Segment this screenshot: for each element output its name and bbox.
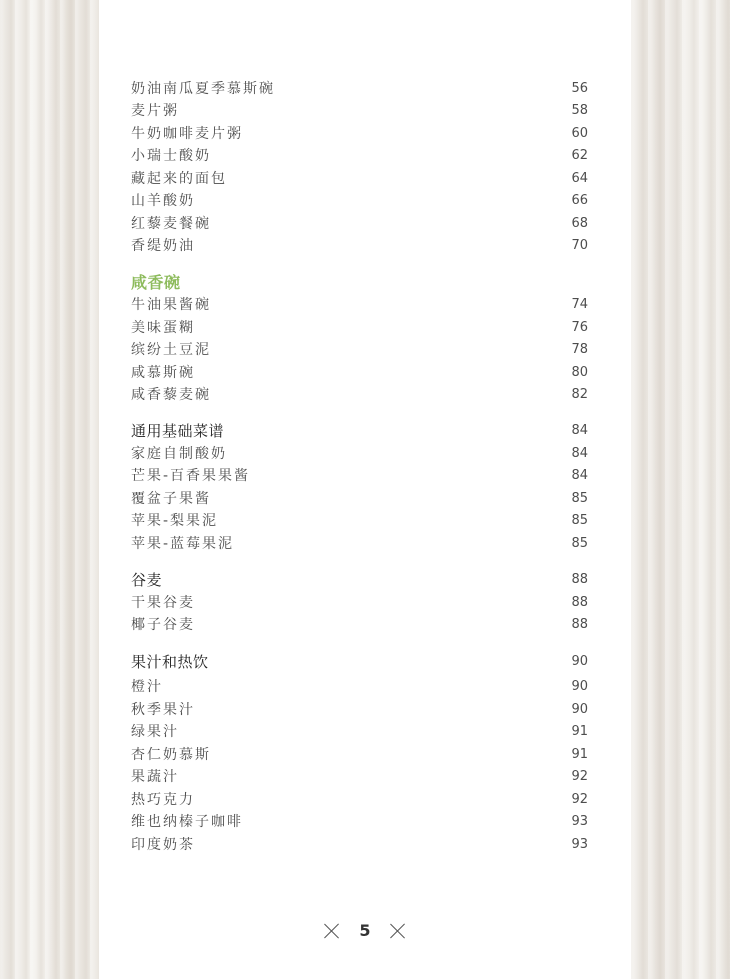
toc-entry-title: 缤纷土豆泥 (131, 342, 211, 358)
toc-entry-page-number: 91 (571, 747, 588, 762)
toc-entry-page-number: 93 (571, 814, 588, 829)
toc-entry-title: 果蔬汁 (131, 769, 179, 785)
toc-entry-page-number: 92 (571, 792, 588, 807)
toc-entry (131, 317, 588, 339)
toc-entry-title: 杏仁奶慕斯 (131, 747, 211, 763)
toc-entry-page-number: 84 (571, 468, 588, 483)
toc-entry-title: 小瑞士酸奶 (131, 148, 211, 164)
toc-entry (131, 100, 588, 122)
toc-entry (131, 614, 588, 636)
toc-entry-title: 维也纳榛子咖啡 (131, 814, 243, 830)
page-number: 5 (359, 921, 371, 940)
toc-entry-page-number: 80 (571, 365, 588, 380)
toc-entry (131, 510, 588, 532)
toc-entry-title: 牛油果酱碗 (131, 297, 211, 313)
toc-entry (131, 676, 588, 698)
toc-entry (131, 190, 588, 212)
toc-entry-title: 绿果汁 (131, 724, 179, 740)
toc-entry (131, 533, 588, 555)
toc-entry-title: 印度奶茶 (131, 837, 195, 853)
toc-section-heading (131, 569, 588, 591)
toc-section-heading (131, 651, 588, 673)
toc-entry-page-number: 76 (571, 320, 588, 335)
toc-entry-page-number: 85 (571, 513, 588, 528)
toc-entry-page-number: 88 (571, 572, 588, 587)
toc-entry-title: 橙汁 (131, 679, 163, 695)
toc-entry (131, 721, 588, 743)
toc-entry (131, 443, 588, 465)
toc-entry-title: 谷麦 (131, 571, 163, 589)
toc-entry-title: 秋季果汁 (131, 702, 195, 718)
toc-entry (131, 384, 588, 406)
toc-entry-title: 家庭自制酸奶 (131, 446, 227, 462)
toc-entry-title: 奶油南瓜夏季慕斯碗 (131, 81, 275, 97)
toc-entry-title: 藏起来的面包 (131, 171, 227, 187)
toc-entry-page-number: 70 (571, 238, 588, 253)
toc-entry-title: 覆盆子果酱 (131, 491, 211, 507)
toc-entry (131, 811, 588, 833)
toc-entry-page-number: 88 (571, 595, 588, 610)
toc-entry-page-number: 58 (571, 103, 588, 118)
x-ornament-icon (324, 923, 340, 939)
toc-entry-title: 红藜麦餐碗 (131, 216, 211, 232)
toc-entry-title: 麦片粥 (131, 103, 179, 119)
wood-background-left (0, 0, 99, 979)
toc-entry-page-number: 84 (571, 423, 588, 438)
page-footer (99, 920, 631, 946)
toc-entry-title: 通用基础菜谱 (131, 422, 225, 440)
toc-entry-title: 苹果-蓝莓果泥 (131, 536, 235, 552)
toc-entry-page-number: 90 (571, 702, 588, 717)
toc-entry (131, 766, 588, 788)
toc-entry-page-number: 62 (571, 148, 588, 163)
toc-entry-page-number: 60 (571, 126, 588, 141)
toc-entry-page-number: 64 (571, 171, 588, 186)
toc-entry (131, 699, 588, 721)
toc-entry-page-number: 78 (571, 342, 588, 357)
toc-entry-page-number: 66 (571, 193, 588, 208)
toc-entry-title: 山羊酸奶 (131, 193, 195, 209)
toc-entry-page-number: 93 (571, 837, 588, 852)
toc-entry (131, 213, 588, 235)
x-ornament-icon (390, 923, 406, 939)
toc-entry (131, 145, 588, 167)
toc-entry-page-number: 82 (571, 387, 588, 402)
toc-entry-title: 咸香藜麦碗 (131, 387, 211, 403)
toc-entry-page-number: 74 (571, 297, 588, 312)
toc-entry (131, 744, 588, 766)
toc-entry (131, 362, 588, 384)
toc-entry (131, 488, 588, 510)
toc-entry-page-number: 68 (571, 216, 588, 231)
toc-entry-page-number: 88 (571, 617, 588, 632)
toc-entry (131, 168, 588, 190)
toc-entry-page-number: 90 (571, 654, 588, 669)
toc-entry (131, 78, 588, 100)
toc-entry-page-number: 84 (571, 446, 588, 461)
toc-entry-title: 热巧克力 (131, 792, 195, 808)
toc-entry-page-number: 90 (571, 679, 588, 694)
toc-entry-title: 咸慕斯碗 (131, 365, 195, 381)
toc-entry (131, 465, 588, 487)
toc-entry-title: 果汁和热饮 (131, 653, 209, 671)
toc-entry (131, 294, 588, 316)
toc-section-heading (131, 420, 588, 442)
toc-section-heading (131, 272, 588, 294)
toc-entry-title: 椰子谷麦 (131, 617, 195, 633)
toc-entry (131, 123, 588, 145)
toc-entry-page-number: 85 (571, 536, 588, 551)
toc-entry (131, 592, 588, 614)
toc-entry-title: 香缇奶油 (131, 238, 195, 254)
toc-entry-title: 咸香碗 (131, 273, 181, 292)
toc-page (99, 0, 631, 979)
toc-entry (131, 339, 588, 361)
wood-background-right (631, 0, 730, 979)
toc-entry-title: 美味蛋糊 (131, 320, 195, 336)
toc-entry-page-number: 92 (571, 769, 588, 784)
toc-entry-title: 苹果-梨果泥 (131, 513, 219, 529)
toc-entry (131, 834, 588, 856)
toc-entry (131, 789, 588, 811)
toc-entry-page-number: 91 (571, 724, 588, 739)
toc-entry-title: 牛奶咖啡麦片粥 (131, 126, 243, 142)
toc-entry-title: 干果谷麦 (131, 595, 195, 611)
toc-entry-page-number: 56 (571, 81, 588, 96)
toc-entry (131, 235, 588, 257)
toc-entry-title: 芒果-百香果果酱 (131, 468, 251, 484)
toc-entry-page-number: 85 (571, 491, 588, 506)
